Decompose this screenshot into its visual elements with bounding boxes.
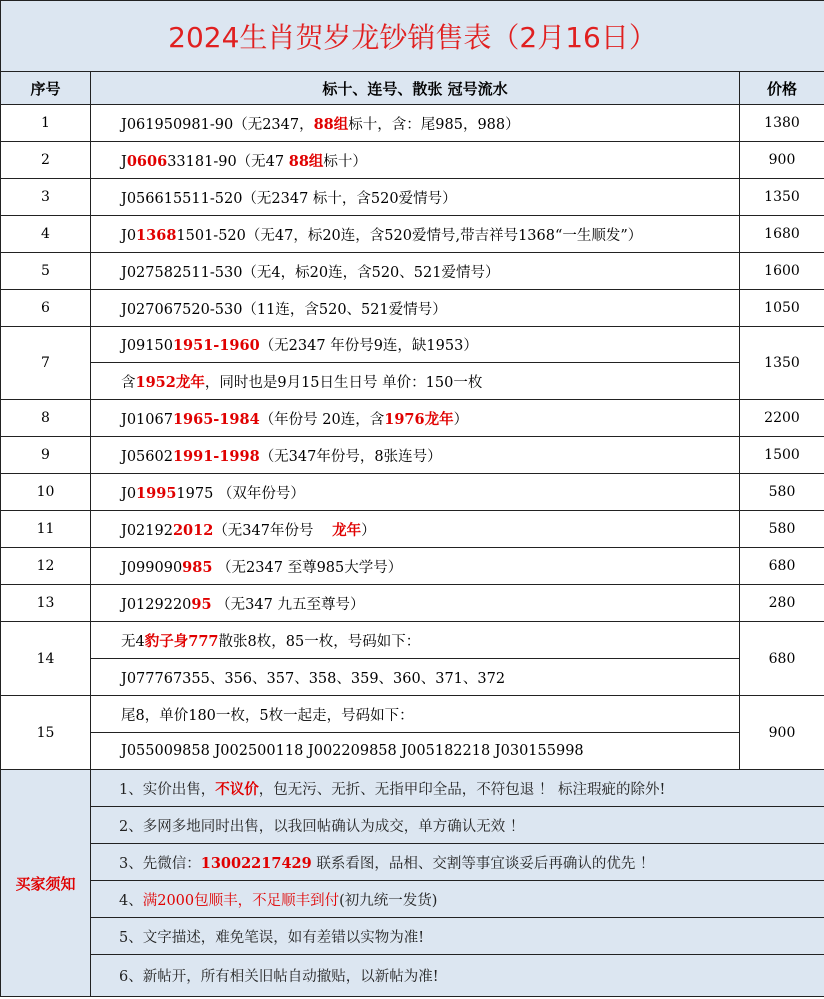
notes-row (1, 955, 824, 997)
row-number: 6 (1, 290, 91, 327)
desc-text: （无347年份号，8张连号） (259, 448, 442, 465)
desc-text: 标十，含：尾985，988） (348, 116, 520, 133)
desc-text: J0 (121, 485, 137, 502)
row-number: 12 (1, 548, 91, 585)
table-row (1, 216, 824, 253)
row-price: 1350 (740, 327, 824, 400)
row-description: J056615511-520（无2347 标十，含520爱情号） (91, 179, 740, 216)
table-row-continued (1, 733, 824, 770)
row-description (91, 585, 740, 622)
row-price: 680 (740, 622, 824, 696)
row-number: 1 (1, 105, 91, 142)
desc-highlight: 1991-1998 (172, 447, 260, 465)
row-description (91, 142, 740, 179)
desc-highlight: 985 (182, 558, 213, 576)
row-number: 4 (1, 216, 91, 253)
note-text: 3、先微信： (119, 855, 201, 872)
note-highlight: 不议价 (215, 780, 259, 798)
row-description (91, 105, 740, 142)
table-header-row (1, 72, 824, 105)
desc-text: （无2347 至尊985大学号） (212, 559, 403, 576)
desc-text: 1501-520（无47，标20连，含520爱情号,带吉祥号1368“一生顺发”） (176, 227, 643, 244)
row-price: 1050 (740, 290, 824, 327)
desc-text: （无347年份号 (213, 522, 319, 539)
row-description: 尾8，单价180一枚，5枚一起走，号码如下： (91, 696, 740, 733)
row-number: 8 (1, 400, 91, 437)
desc-text: J09150 (121, 338, 173, 354)
note-highlight: 满2000包顺丰，不足顺丰到付 (142, 892, 340, 909)
row-price: 900 (740, 696, 824, 770)
desc-highlight: 龙年 (332, 521, 362, 539)
table-row (1, 179, 824, 216)
row-description (91, 363, 740, 400)
desc-highlight: 1368 (136, 226, 177, 244)
note-item (91, 881, 824, 918)
notes-row (1, 844, 824, 881)
desc-text: 含 (121, 374, 136, 391)
table-row (1, 585, 824, 622)
table-row (1, 290, 824, 327)
desc-highlight: 1995 (136, 484, 177, 502)
row-description (91, 622, 740, 659)
row-number: 5 (1, 253, 91, 290)
row-price: 1350 (740, 179, 824, 216)
row-price: 280 (740, 585, 824, 622)
row-description (91, 511, 740, 548)
row-price: 580 (740, 474, 824, 511)
desc-text: 无4 (121, 633, 145, 650)
row-description (91, 327, 740, 363)
row-price: 1500 (740, 437, 824, 474)
row-price: 1680 (740, 216, 824, 253)
desc-highlight: 95 (191, 595, 212, 613)
desc-highlight: 0606 (126, 152, 168, 170)
desc-highlight: 1952龙年 (135, 373, 205, 391)
desc-highlight: 1976龙年 (384, 410, 454, 428)
row-description (91, 437, 740, 474)
row-number: 14 (1, 622, 91, 696)
note-text: 联系看图，品相、交割等事宜谈妥后再确认的优先 ！ (311, 855, 655, 872)
row-price: 1600 (740, 253, 824, 290)
desc-text: J061950981-90（无2347， (121, 116, 314, 133)
note-item (91, 770, 824, 807)
desc-text: ，同时也是9月15日生日号 单价：150一枚 (204, 374, 483, 391)
desc-text: ） (361, 522, 376, 539)
notes-label: 买家须知 (1, 770, 91, 997)
note-text: ，包无污、无折、无指甲印全品，不符包退 ！ 标注瑕疵的除外! (258, 781, 666, 798)
table-row (1, 142, 824, 179)
row-price: 680 (740, 548, 824, 585)
table-row (1, 622, 824, 659)
desc-highlight: 1951-1960 (172, 337, 260, 354)
header-description: 标十、连号、散张 冠号流水 (91, 72, 740, 105)
desc-text: J099090 (121, 559, 183, 576)
desc-text: （年份号 20连，含 (259, 411, 385, 428)
note-phone: 13002217429 (200, 854, 312, 872)
row-description (91, 400, 740, 437)
table-row (1, 327, 824, 363)
row-price: 1380 (740, 105, 824, 142)
row-price: 900 (740, 142, 824, 179)
row-number: 7 (1, 327, 91, 400)
table-row (1, 437, 824, 474)
desc-highlight: 1965-1984 (172, 410, 260, 428)
row-price: 2200 (740, 400, 824, 437)
desc-text: J0129220 (121, 596, 192, 613)
desc-text: 1975 （双年份号） (176, 485, 305, 502)
notes-row (1, 770, 824, 807)
row-description: J027582511-530（无4，标20连，含520、521爱情号） (91, 253, 740, 290)
desc-text: 散张8枚，85一枚，号码如下： (218, 633, 421, 650)
note-item: 6、新帖开，所有相关旧帖自动撤贴，以新帖为准! (91, 955, 824, 997)
desc-text: 标十） (323, 153, 367, 170)
row-description: J077767355、356、357、358、359、360、371、372 (91, 659, 740, 696)
header-number: 序号 (1, 72, 91, 105)
note-text: 4、 (119, 892, 143, 909)
desc-text: J05602 (121, 448, 173, 465)
row-number: 11 (1, 511, 91, 548)
desc-text: （无2347 年份号9连，缺1953） (259, 338, 478, 354)
table-row (1, 548, 824, 585)
desc-text: （无347 九五至尊号） (211, 596, 365, 613)
desc-text: J01067 (121, 411, 173, 428)
notes-row (1, 918, 824, 955)
table-row (1, 696, 824, 733)
table-row-continued (1, 659, 824, 696)
header-price: 价格 (740, 72, 824, 105)
desc-text: J (121, 153, 127, 170)
note-item: 2、多网多地同时出售，以我回帖确认为成交，单方确认无效 ！ (91, 807, 824, 844)
row-number: 13 (1, 585, 91, 622)
desc-text: J0 (121, 227, 137, 244)
note-text: (初九统一发货) (339, 892, 438, 909)
page-title: 2024生肖贺岁龙钞销售表（2月16日） (1, 1, 824, 72)
row-price: 580 (740, 511, 824, 548)
note-item: 5、文字描述，难免笔误，如有差错以实物为准! (91, 918, 824, 955)
row-description: J055009858 J002500118 J002209858 J005182218 J030155998 (91, 733, 740, 770)
table-row (1, 400, 824, 437)
row-number: 15 (1, 696, 91, 770)
table-row (1, 474, 824, 511)
row-number: 3 (1, 179, 91, 216)
desc-text: J02192 (121, 522, 173, 539)
desc-text: ） (453, 411, 469, 428)
row-description: J027067520-530（11连，含520、521爱情号） (91, 290, 740, 327)
notes-row (1, 881, 824, 918)
note-item (91, 844, 824, 881)
table-row (1, 253, 824, 290)
note-text: 1、实价出售， (119, 781, 216, 798)
desc-highlight: 2012 (172, 521, 214, 539)
row-description (91, 216, 740, 253)
row-description (91, 548, 740, 585)
table-row (1, 105, 824, 142)
table-row (1, 511, 824, 548)
table-row-continued (1, 363, 824, 400)
row-number: 9 (1, 437, 91, 474)
desc-highlight: 豹子身777 (144, 632, 219, 650)
row-number: 2 (1, 142, 91, 179)
row-number: 10 (1, 474, 91, 511)
desc-highlight: 88组 (288, 152, 324, 170)
desc-highlight: 88组 (313, 115, 349, 133)
desc-text: 33181-90（无47 (167, 153, 289, 170)
row-description (91, 474, 740, 511)
notes-row (1, 807, 824, 844)
